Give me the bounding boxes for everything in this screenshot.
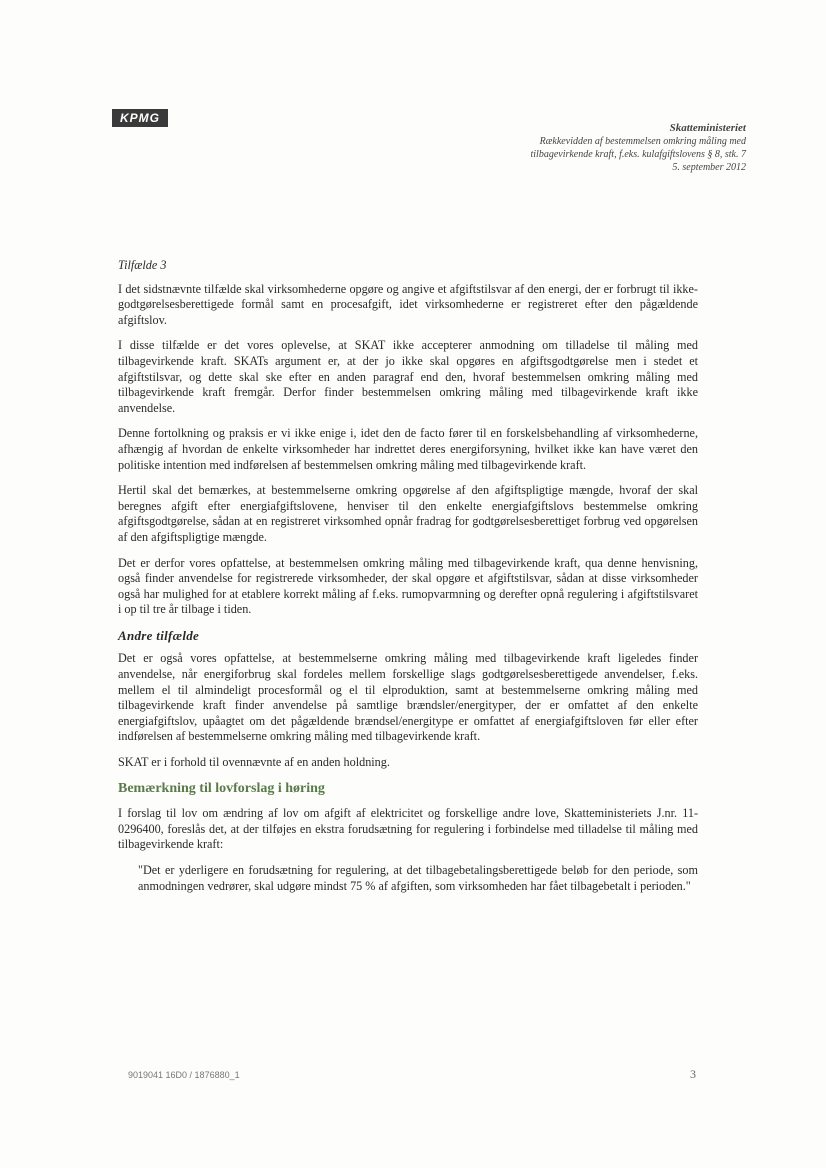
paragraph: Det er også vores opfattelse, at bestemmelserne omkring måling med tilbagevirkende kraft ligeledes finder anvendelse, når energiforbrug skal fordeles mellem forskellige slags godtgørelsesberettigede anvendelser, f.eks. mellem el til almindeligt procesformål og el til elproduktion, samt at bestemmelserne omkring måling med tilbagevirkende kraft finder anvendelse på samtlige brændsler/energityper, der er omfattet af den enkelte energiafgiftslov, upåagtet om det pågældende brændsel/energitype er omfattet af energiafgiftsloven før eller efter indførelsen af bestemmelserne omkring måling med tilbagevirkende kraft. (118, 651, 698, 744)
page-number: 3 (690, 1067, 696, 1081)
subheading-bill-remark: Bemærkning til lovforslag i høring (118, 780, 325, 796)
section-label: Tilfælde 3 (118, 258, 167, 272)
paragraph: I forslag til lov om ændring af lov om afgift af elektricitet og forskellige andre love, Skatteministeriets J.nr. 11-0296400, foreslås det, at der tilføjes en ekstra forudsætning for regulering i forbindelse med tilladelse til måling med tilbagevirkende kraft: (118, 806, 698, 852)
paragraph: I det sidstnævnte tilfælde skal virksomhederne opgøre og angive et afgiftstilsvar af den energi, der er forbrugt til ikke-godtgørelsesberettigede formål samt en procesafgift, idet virksomhederne er registreret efter den pågældende afgiftslov. (118, 281, 698, 327)
block-quote: "Det er yderligere en forudsætning for regulering, at det tilbagebetalingsberettigede beløb for den periode, som anmodningen vedrører, skal udgøre mindst 75 % af afgiften, som virksomheden har fået tilbagebetalt i perioden." (138, 863, 698, 893)
kpmg-logo: KPMG (112, 109, 168, 127)
document-body (118, 258, 698, 894)
header-organization: Skatteministeriet (669, 122, 746, 134)
paragraph: SKAT er i forhold til ovennævnte af en anden holdning. (118, 755, 390, 770)
paragraph: Det er derfor vores opfattelse, at bestemmelsen omkring måling med tilbagevirkende kraft, qua denne henvisning, også finder anvendelse for registrerede virksomheder, der skal opgøre et afgiftstilsvar, sådan at disse virksomheder også har mulighed for at etablere korrekt måling af f.eks. rumopvarmning og derefter opnå regulering i afgiftstilsvaret i op til tre år tilbage i tiden. (118, 555, 698, 617)
paragraph: I disse tilfælde er det vores oplevelse, at SKAT ikke accepterer anmodning om tilladelse til måling med tilbagevirkende kraft. SKATs argument er, at der jo ikke skal opgøres en afgiftsgodtgørelse men i stedet et afgiftstilsvar, og dette skal ske efter en anden paragraf end den, hvoraf bestemmelsen omkring måling med tilbagevirkende kraft fremgår. Derfor finder bestemmelsen omkring måling med tilbagevirkende kraft ikke anvendelse. (118, 338, 698, 415)
paragraph: Denne fortolkning og praksis er vi ikke enige i, idet den de facto fører til en forskelsbehandling af virksomhederne, afhængig af hvordan de enkelte virksomheder har indrettet deres energiforsyning, hvilket ikke kan have været den politiske intention med indførelsen af bestemmelsen omkring måling med tilbagevirkende kraft. (118, 426, 698, 472)
header-subject-line-1: Rækkevidden af bestemmelsen omkring måling med (539, 136, 746, 147)
paragraph: Hertil skal det bemærkes, at bestemmelserne omkring opgørelse af den afgiftspligtige mængde, hvoraf der skal beregnes afgift efter energiafgiftslovene, henviser til den enkelte energiafgiftslovs bestemmelse omkring afgiftsgodtgørelse, sådan at en registreret virksomhed opnår fradrag for godtgørelsesberettiget forbrug ved opgørelsen af den afgiftspligtige mængde. (118, 483, 698, 544)
subheading-other-cases: Andre tilfælde (118, 627, 200, 643)
header-subject-line-2: tilbagevirkende kraft, f.eks. kulafgiftslovens § 8, stk. 7 (530, 149, 746, 160)
document-header (386, 122, 746, 174)
header-date: 5. september 2012 (672, 162, 746, 173)
footer-document-code: 9019041 16D0 / 1876880_1 (128, 1070, 240, 1080)
